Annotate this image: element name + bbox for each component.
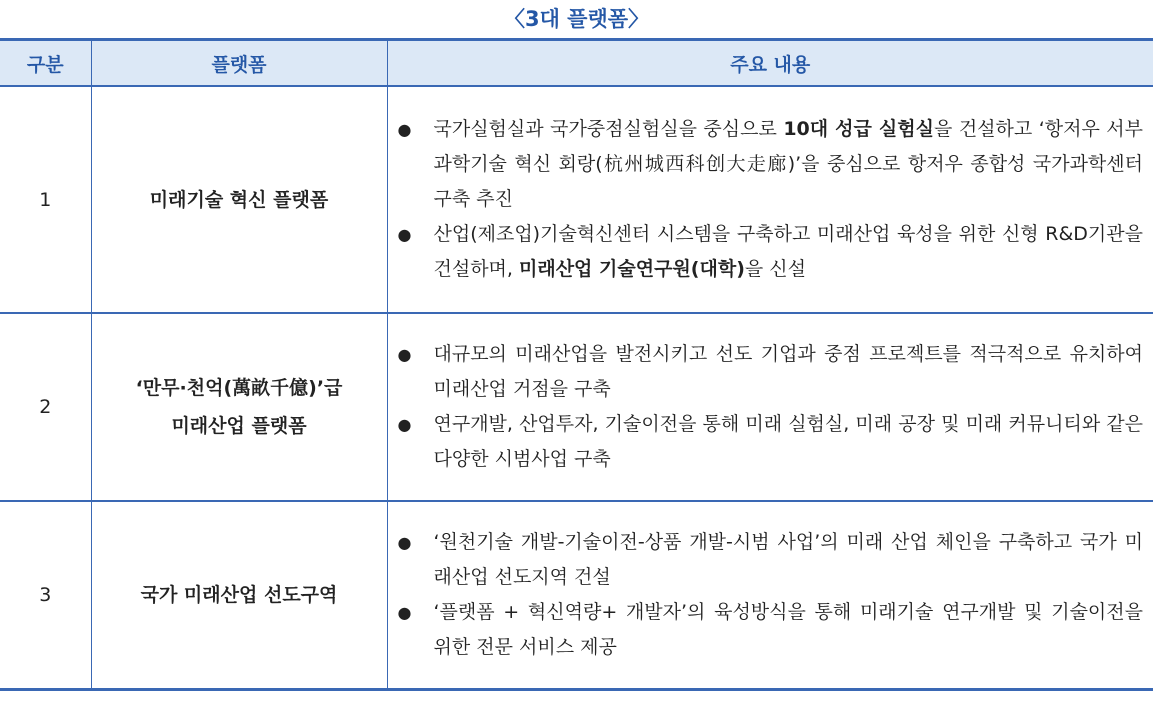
platform-name-line: 국가 미래산업 선도구역 bbox=[140, 583, 338, 606]
bullet-item bbox=[388, 525, 1144, 595]
bullet-icon: ● bbox=[397, 532, 412, 552]
bullet-item bbox=[388, 112, 1144, 217]
content-cell bbox=[387, 313, 1153, 501]
platform-name bbox=[91, 313, 387, 501]
header-row bbox=[0, 40, 1153, 87]
text-part: 국가실험실과 국가중점실험실을 중심으로 bbox=[433, 118, 784, 140]
row-number: 2 bbox=[0, 313, 91, 501]
table-row bbox=[0, 313, 1153, 501]
platform-name-line: 미래산업 플랫폼 bbox=[171, 415, 307, 437]
table-row bbox=[0, 86, 1153, 313]
text-part: 연구개발, 산업투자, 기술이전을 통해 미래 실험실, 미래 공장 및 미래 커뮤니티와 같은 다양한 시범사업 구축 bbox=[433, 413, 1143, 470]
bullet-icon: ● bbox=[397, 415, 412, 434]
bullet-list bbox=[388, 112, 1144, 287]
bullet-list bbox=[388, 525, 1144, 665]
table-title: 〈3대 플랫폼〉 bbox=[503, 7, 650, 31]
table-row bbox=[0, 501, 1153, 689]
content-cell bbox=[387, 501, 1153, 689]
bullet-icon: ● bbox=[397, 602, 412, 622]
bullet-list bbox=[388, 337, 1144, 477]
platform-name bbox=[91, 86, 387, 313]
text-part-bold: 10대 성급 실험실 bbox=[783, 118, 934, 140]
bullet-item bbox=[388, 595, 1144, 665]
text-part: ‘플랫폼 + 혁신역량+ 개발자’의 육성방식을 통해 미래기술 연구개발 및 기술이전을 위한 전문 서비스 제공 bbox=[433, 600, 1143, 658]
content-cell bbox=[387, 86, 1153, 313]
text-part: 을 신설 bbox=[744, 258, 806, 280]
header-category: 구분 bbox=[0, 40, 91, 87]
text-part: 대규모의 미래산업을 발전시키고 선도 기업과 중점 프로젝트를 적극적으로 유치하여 미래산업 거점을 구축 bbox=[433, 343, 1143, 400]
text-part: 을 건설하고 ‘항저우 서부 과학기술 혁신 회랑(杭州城西科创大走廊)’을 중심으로 항저우 종합성 국가과학센터 구축 추진 bbox=[433, 118, 1143, 210]
text-part-bold: 미래산업 기술연구원(대학) bbox=[519, 258, 745, 280]
platform-table bbox=[0, 38, 1153, 691]
platform-name-line: ‘만무·천억(萬畝千億)’급 bbox=[135, 377, 343, 399]
text-part: 산업(제조업)기술혁신센터 시스템을 구축하고 미래산업 육성을 위한 신형 R&D기관을 건설하며, bbox=[433, 223, 1143, 280]
platform-name-line: 미래기술 혁신 플랫폼 bbox=[149, 188, 329, 211]
bullet-item bbox=[388, 337, 1144, 407]
bullet-item bbox=[388, 407, 1144, 477]
bullet-icon: ● bbox=[397, 345, 412, 364]
platform-name bbox=[91, 501, 387, 689]
row-number: 1 bbox=[0, 86, 91, 313]
header-main-content: 주요 내용 bbox=[387, 40, 1153, 87]
bullet-icon: ● bbox=[397, 120, 412, 139]
row-number: 3 bbox=[0, 501, 91, 689]
bullet-icon: ● bbox=[397, 225, 412, 244]
header-platform: 플랫폼 bbox=[91, 40, 387, 87]
text-part: ‘원천기술 개발-기술이전-상품 개발-시범 사업’의 미래 산업 체인을 구축하고 국가 미래산업 선도지역 건설 bbox=[433, 530, 1143, 588]
bullet-item bbox=[388, 217, 1144, 287]
